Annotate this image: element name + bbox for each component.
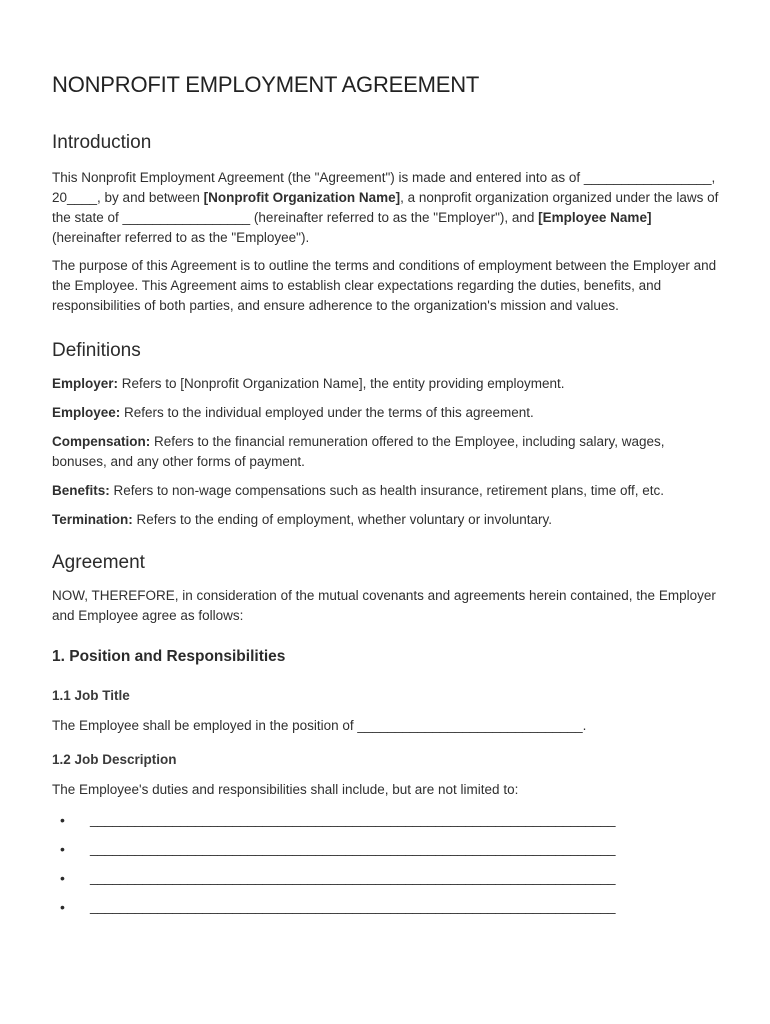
blank-line: ______________________________________________________________________ <box>90 870 616 885</box>
position-responsibilities-heading: 1. Position and Responsibilities <box>52 648 286 665</box>
list-item <box>52 839 720 868</box>
bullet-icon: • <box>60 841 65 857</box>
definition-list <box>52 374 720 530</box>
bullet-icon: • <box>60 812 65 828</box>
agreement-heading: Agreement <box>52 552 145 573</box>
job-description-heading: 1.2 Job Description <box>52 752 177 767</box>
definitions-section <box>52 338 720 530</box>
job-title-text: The Employee shall be employed in the position of ______________________________. <box>52 718 587 733</box>
definition-item: Employee: Refers to the individual employed under the terms of this agreement. <box>52 405 534 420</box>
org-name-placeholder: [Nonprofit Organization Name] <box>203 190 401 205</box>
blank-line: ______________________________________________________________________ <box>90 812 616 827</box>
blank-line: ______________________________________________________________________ <box>90 841 616 856</box>
list-item <box>52 868 720 897</box>
introduction-paragraph-2: The purpose of this Agreement is to outline the terms and conditions of employment between the Employer and the Employee. This Agreement aims to establish clear expectations regarding the duties, benefits, and responsibilities of both parties, and ensure adherence to the organization's mission and values. <box>52 258 717 313</box>
definitions-heading: Definitions <box>52 340 141 361</box>
document-page <box>52 70 720 940</box>
job-description-subsection <box>52 750 720 926</box>
employee-name-placeholder: [Employee Name] <box>538 210 652 225</box>
bullet-icon: • <box>60 870 65 886</box>
duties-list <box>52 810 720 926</box>
agreement-intro: NOW, THEREFORE, in consideration of the mutual covenants and agreements herein contained, the Employer and Employee agree as follows: <box>52 588 716 623</box>
introduction-heading: Introduction <box>52 132 152 153</box>
definition-item: Compensation: Refers to the financial remuneration offered to the Employee, including salary, wages, bonuses, and any other forms of payment. <box>52 434 665 469</box>
agreement-section <box>52 550 720 926</box>
definition-item: Termination: Refers to the ending of employment, whether voluntary or involuntary. <box>52 512 552 527</box>
bullet-icon: • <box>60 899 65 915</box>
introduction-section <box>52 130 720 316</box>
definition-item: Employer: Refers to [Nonprofit Organization Name], the entity providing employment. <box>52 376 565 391</box>
introduction-paragraph-1: This Nonprofit Employment Agreement (the "Agreement") is made and entered into as of _________________, 20____, by and between [Nonprofit Organization Name], a nonprofit organization organized under the laws of the state of _________________ (hereinafter referred to as the "Employer"), and [Employee Name] (hereinafter referred to as the "Employee"). <box>52 170 719 245</box>
definition-item: Benefits: Refers to non-wage compensations such as health insurance, retirement plans, time off, etc. <box>52 483 665 498</box>
document-title: NONPROFIT EMPLOYMENT AGREEMENT <box>52 72 480 97</box>
job-title-heading: 1.1 Job Title <box>52 688 130 703</box>
job-title-subsection <box>52 686 720 736</box>
list-item <box>52 810 720 839</box>
list-item <box>52 897 720 926</box>
blank-line: ______________________________________________________________________ <box>90 899 616 914</box>
job-description-text: The Employee's duties and responsibilities shall include, but are not limited to: <box>52 782 519 797</box>
